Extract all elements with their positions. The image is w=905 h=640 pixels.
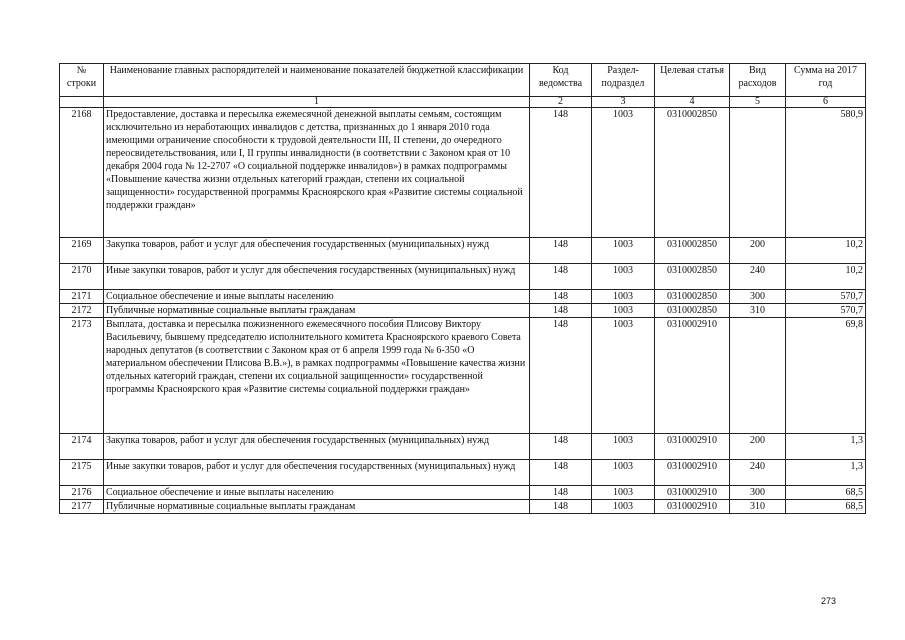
cell-name: Выплата, доставка и пересылка пожизненного ежемесячного пособия Плисову Виктору Васильевичу, бывшему председателю исполнительного комитета Красноярского краевого Совета народных депутатов (в соответствии с Законом края от 6 апреля 1999 года № 6-350 «О материальном обеспечении Плисова В.В.»), в рамках подпрограммы «Повышение качества жизни отдельных категорий граждан, степени их социальной защищенности» государственной программы Красноярского края «Развитие системы социальной поддержки граждан» (104, 318, 530, 434)
budget-table (59, 63, 866, 514)
table-row (60, 108, 866, 238)
cell-expense-type: 300 (730, 486, 786, 500)
header-amount: Сумма на 2017 год (786, 64, 866, 97)
cell-amount: 1,3 (786, 434, 866, 460)
cell-dept-code: 148 (530, 108, 592, 238)
cell-name: Предоставление, доставка и пересылка ежемесячной денежной выплаты семьям, состоящим исключительно из неработающих инвалидов с детства, признанных до 1 января 2010 года имеющими ограничение способности к трудовой деятельности III, II степени, до очередного переосвидетельствования, или I, II группы инвалидности (в соответствии с Законом края от 10 декабря 2004 года № 12-2707 «О социальной поддержке инвалидов») в рамках подпрограммы «Повышение качества жизни отдельных категорий граждан, степени их социальной защищенности» государственной программы Красноярского края «Развитие системы социальной поддержки граждан» (104, 108, 530, 238)
header-row-no: № строки (60, 64, 104, 97)
cell-expense-type (730, 108, 786, 238)
cell-amount: 10,2 (786, 264, 866, 290)
cell-target: 0310002910 (655, 500, 730, 514)
cell-amount: 1,3 (786, 460, 866, 486)
table-row (60, 434, 866, 460)
cell-name: Закупка товаров, работ и услуг для обеспечения государственных (муниципальных) нужд (104, 434, 530, 460)
cell-amount: 570,7 (786, 290, 866, 304)
table-row (60, 318, 866, 434)
cell-section: 1003 (592, 304, 655, 318)
cell-amount: 68,5 (786, 500, 866, 514)
table-row (60, 264, 866, 290)
cell-amount: 570,7 (786, 304, 866, 318)
cell-name: Публичные нормативные социальные выплаты гражданам (104, 304, 530, 318)
cell-section: 1003 (592, 290, 655, 304)
cell-expense-type: 300 (730, 290, 786, 304)
cell-expense-type (730, 318, 786, 434)
cell-dept-code: 148 (530, 460, 592, 486)
cell-row-no: 2176 (60, 486, 104, 500)
table-row (60, 238, 866, 264)
cell-target: 0310002850 (655, 304, 730, 318)
table-row (60, 460, 866, 486)
cell-expense-type: 200 (730, 238, 786, 264)
cell-name: Закупка товаров, работ и услуг для обеспечения государственных (муниципальных) нужд (104, 238, 530, 264)
cell-amount: 68,5 (786, 486, 866, 500)
column-index: 1 (104, 97, 530, 108)
page-number: 273 (821, 596, 837, 606)
cell-dept-code: 148 (530, 486, 592, 500)
column-index: 4 (655, 97, 730, 108)
cell-expense-type: 240 (730, 264, 786, 290)
table-row (60, 500, 866, 514)
header-expense-type: Вид расходов (730, 64, 786, 97)
cell-section: 1003 (592, 434, 655, 460)
cell-dept-code: 148 (530, 264, 592, 290)
header-target: Целевая статья (655, 64, 730, 97)
cell-section: 1003 (592, 264, 655, 290)
cell-section: 1003 (592, 460, 655, 486)
cell-target: 0310002850 (655, 108, 730, 238)
cell-dept-code: 148 (530, 318, 592, 434)
cell-row-no: 2170 (60, 264, 104, 290)
cell-target: 0310002910 (655, 434, 730, 460)
cell-expense-type: 310 (730, 304, 786, 318)
column-index-empty (60, 97, 104, 108)
cell-amount: 580,9 (786, 108, 866, 238)
cell-section: 1003 (592, 108, 655, 238)
column-index: 6 (786, 97, 866, 108)
cell-expense-type: 200 (730, 434, 786, 460)
cell-expense-type: 310 (730, 500, 786, 514)
cell-name: Иные закупки товаров, работ и услуг для обеспечения государственных (муниципальных) нужд (104, 460, 530, 486)
cell-section: 1003 (592, 486, 655, 500)
cell-row-no: 2169 (60, 238, 104, 264)
cell-expense-type: 240 (730, 460, 786, 486)
cell-row-no: 2175 (60, 460, 104, 486)
cell-section: 1003 (592, 238, 655, 264)
table-row (60, 304, 866, 318)
cell-section: 1003 (592, 318, 655, 434)
cell-dept-code: 148 (530, 290, 592, 304)
cell-row-no: 2174 (60, 434, 104, 460)
table-row (60, 290, 866, 304)
header-name: Наименование главных распорядителей и наименование показателей бюджетной классификации (104, 64, 530, 97)
cell-name: Социальное обеспечение и иные выплаты населению (104, 290, 530, 304)
cell-name: Иные закупки товаров, работ и услуг для обеспечения государственных (муниципальных) нужд (104, 264, 530, 290)
table-body (60, 108, 866, 514)
cell-row-no: 2177 (60, 500, 104, 514)
cell-target: 0310002910 (655, 460, 730, 486)
cell-row-no: 2172 (60, 304, 104, 318)
cell-target: 0310002850 (655, 290, 730, 304)
cell-name: Социальное обеспечение и иные выплаты населению (104, 486, 530, 500)
header-row (60, 64, 866, 97)
cell-dept-code: 148 (530, 434, 592, 460)
column-index-row (60, 97, 866, 108)
cell-amount: 10,2 (786, 238, 866, 264)
cell-target: 0310002850 (655, 264, 730, 290)
header-dept-code: Код ведомства (530, 64, 592, 97)
cell-target: 0310002910 (655, 486, 730, 500)
cell-dept-code: 148 (530, 304, 592, 318)
cell-target: 0310002910 (655, 318, 730, 434)
cell-row-no: 2168 (60, 108, 104, 238)
cell-amount: 69,8 (786, 318, 866, 434)
column-index: 3 (592, 97, 655, 108)
column-index: 5 (730, 97, 786, 108)
cell-row-no: 2173 (60, 318, 104, 434)
header-section: Раздел-подраздел (592, 64, 655, 97)
column-index: 2 (530, 97, 592, 108)
cell-name: Публичные нормативные социальные выплаты гражданам (104, 500, 530, 514)
cell-dept-code: 148 (530, 500, 592, 514)
cell-dept-code: 148 (530, 238, 592, 264)
cell-row-no: 2171 (60, 290, 104, 304)
table-row (60, 486, 866, 500)
cell-section: 1003 (592, 500, 655, 514)
cell-target: 0310002850 (655, 238, 730, 264)
